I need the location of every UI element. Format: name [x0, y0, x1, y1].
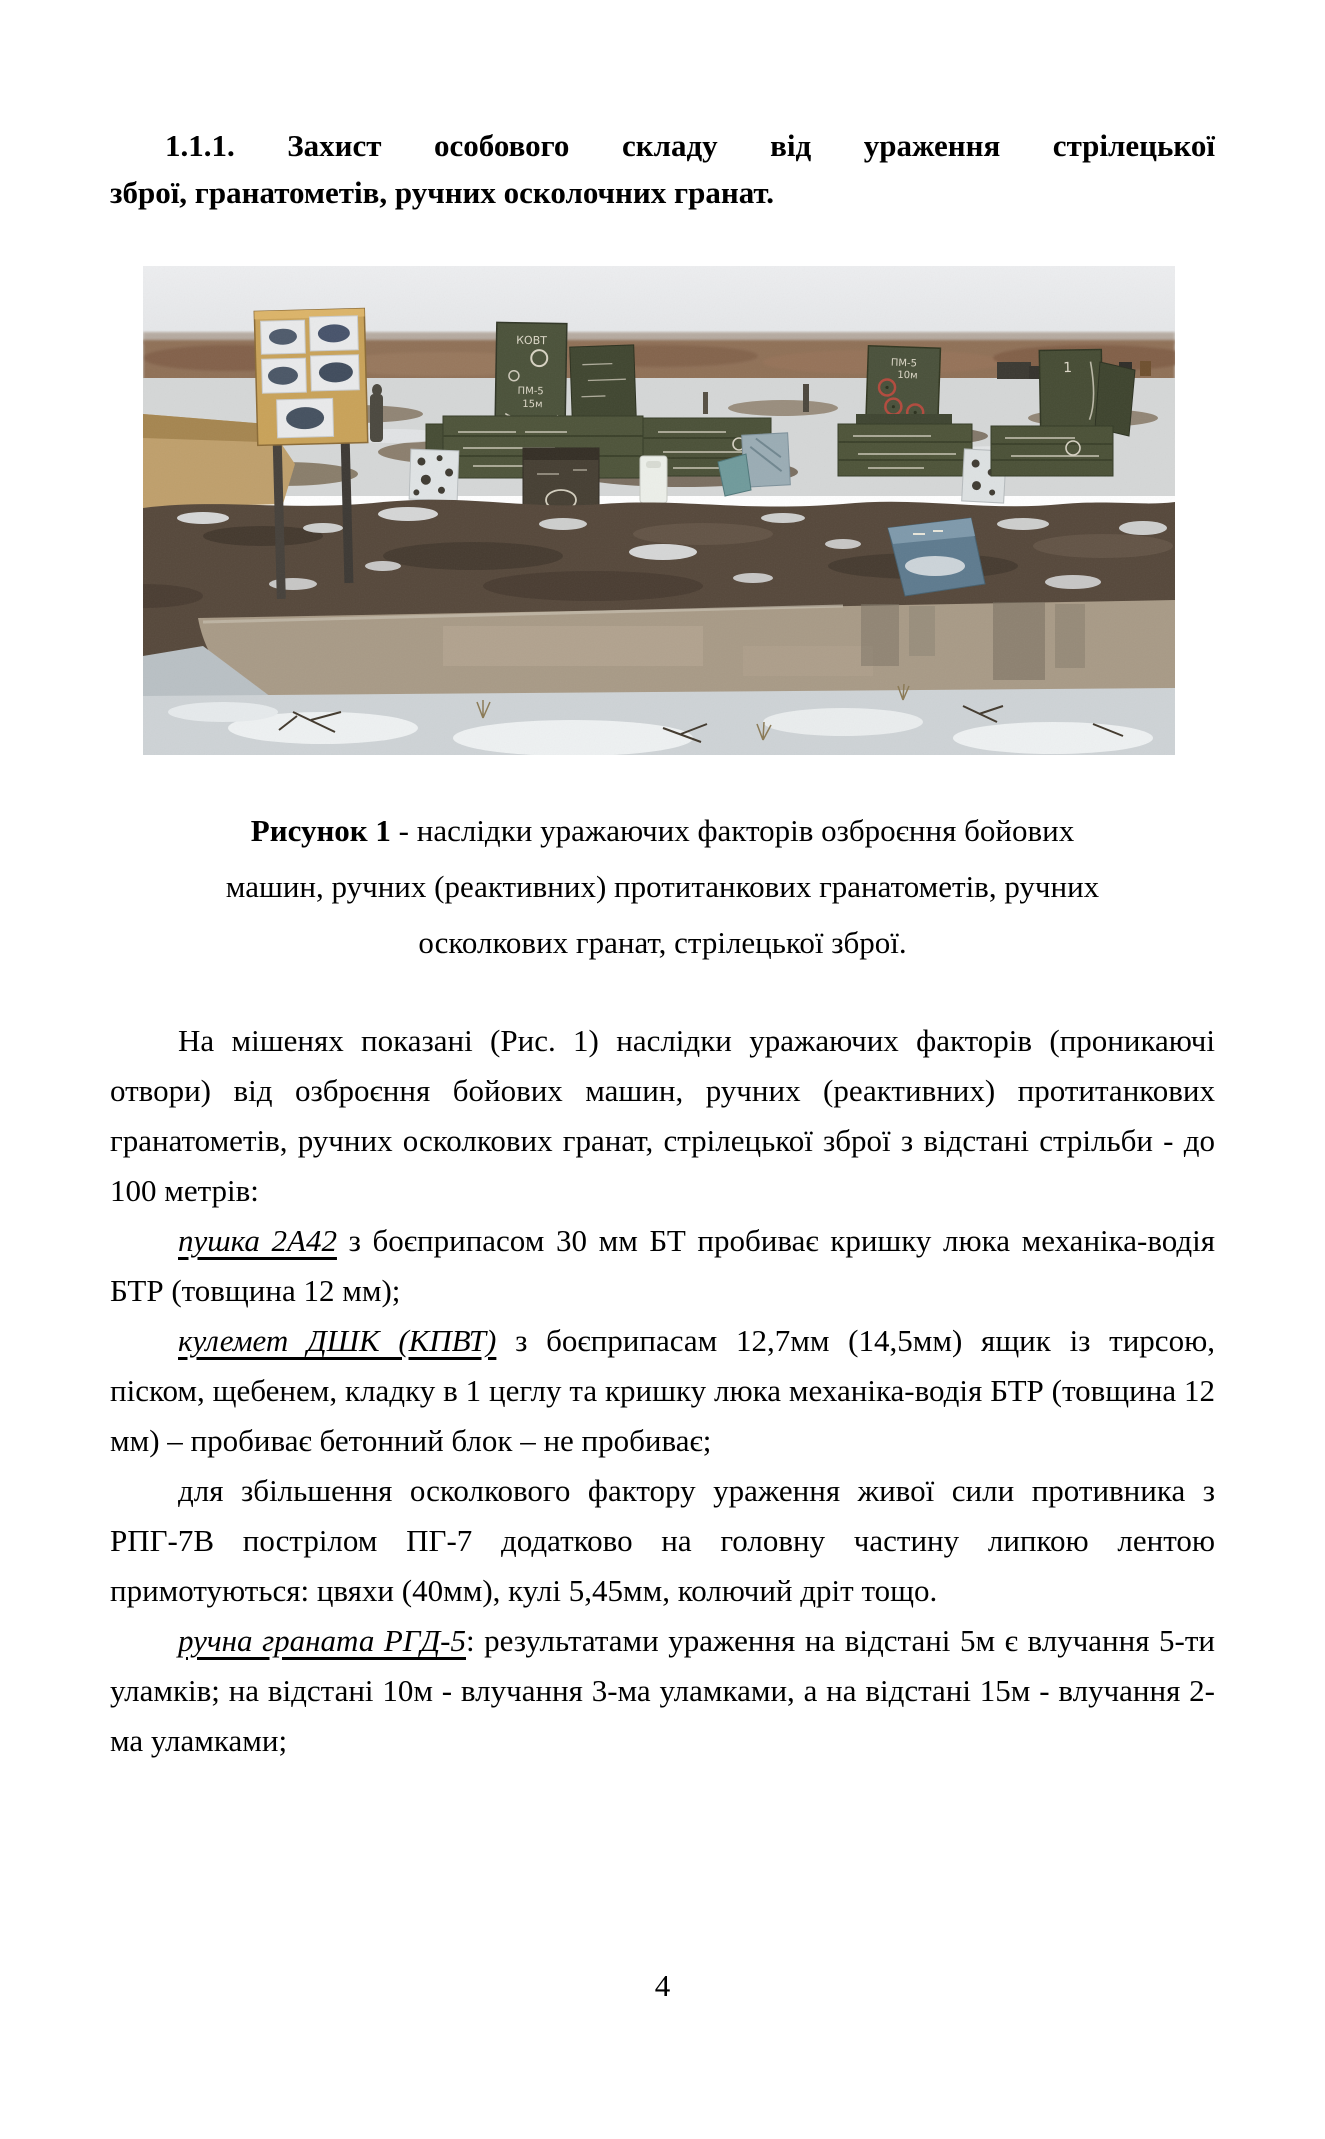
paragraph-2 — [110, 1216, 1215, 1316]
term-granata-rgd5: ручна граната РГД-5 — [178, 1623, 466, 1658]
chalk-pm5-15b: 15м — [522, 398, 543, 411]
paragraph-3-text: з боєприпасам 12,7мм (14,5мм) ящик із тирсою, піском, щебенем, кладку в 1 цеглу та кришку люка механіка-водія БТР (товщина 12 мм) – пробиває бетонний блок – не пробиває; — [110, 1323, 1215, 1458]
figure-photo — [143, 266, 1175, 755]
figure-caption — [110, 803, 1215, 971]
figure-photo-svg — [143, 266, 1175, 755]
caption-line-2: машин, ручних (реактивних) протитанкових гранатометів, ручних — [225, 869, 1100, 904]
chalk-one: 1 — [1062, 359, 1073, 377]
term-kulemet-dshk: кулемет ДШК (КПВТ) — [178, 1323, 497, 1358]
chalk-pm5-15a: ПМ-5 — [517, 385, 544, 398]
section-heading — [110, 122, 1215, 216]
paragraph-2-text: з боєприпасом 30 мм БТ пробиває кришку люка механіка-водія БТР (товщина 12 мм); — [110, 1223, 1215, 1308]
body-text — [110, 1016, 1215, 1766]
paragraph-4: для збільшення осколкового фактору ураження живої сили противника з РПГ-7В пострілом ПГ-7 додатково на головну частину липкою лентою примотуються: цвяхи (40мм), кулі 5,45мм, колючий дріт тощо. — [110, 1473, 1215, 1608]
heading-line-1: 1.1.1. Захист особового складу від ураження стрілецької — [165, 128, 1215, 163]
scan-grain-overlay — [143, 266, 1175, 755]
heading-line-2: зброї, гранатометів, ручних осколочних гранат. — [110, 175, 775, 210]
paragraph-1: На мішенях показані (Рис. 1) наслідки уражаючих факторів (проникаючі отвори) від озброєння бойових машин, ручних (реактивних) протитанкових гранатометів, ручних осколкових гранат, стрілецької зброї з відстані стрільби - до 100 метрів: — [110, 1023, 1215, 1208]
paragraph-5 — [110, 1616, 1215, 1766]
chalk-pm5-10b: 10м — [897, 369, 918, 382]
chalk-pm5-10a: ПМ-5 — [890, 357, 918, 370]
paragraph-3 — [110, 1316, 1215, 1466]
paragraph-5-text: : результатами ураження на відстані 5м є влучання 5-ти уламків; на відстані 10м - влучання 3-ма уламками, а на відстані 15м - влучання 2-ма уламками; — [110, 1623, 1216, 1758]
chalk-kovt: КОВТ — [516, 333, 548, 348]
caption-label: Рисунок 1 — [250, 813, 391, 848]
caption-line-1-text: - наслідки уражаючих факторів озброєння бойових — [390, 813, 1075, 848]
caption-line-3: осколкових гранат, стрілецької зброї. — [418, 925, 907, 960]
page-number: 4 — [654, 1968, 671, 2003]
term-pushka-2a42: пушка 2А42 — [178, 1223, 337, 1258]
caption-line-1 — [110, 803, 1215, 859]
